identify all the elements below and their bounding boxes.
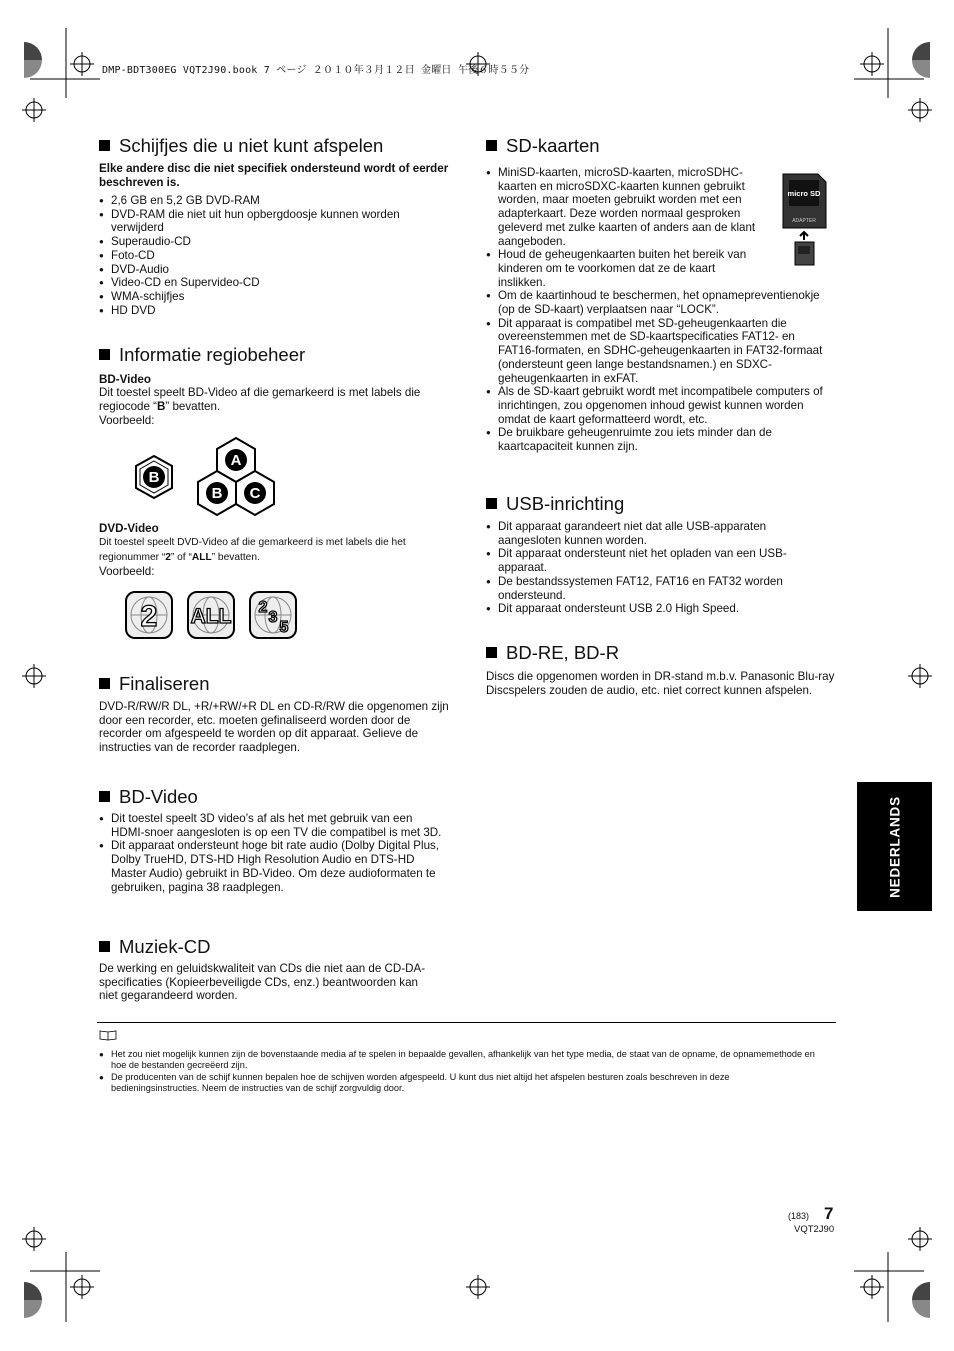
bd-logo-c: C (249, 485, 261, 502)
bd-logo-b: B (148, 469, 160, 486)
list-item: ● MiniSD-kaarten, microSD-kaarten, microSDHC-kaarten en microSDXC-kaarten kunnen gebruikt worden, maar moeten gebruikt worden met een adapterkaart. Deze worden normaal gesproken geleverd met zulke kaarten of anders aan de klant aangeboden. (486, 166, 764, 248)
dvd-video-label: DVD-Video (99, 522, 159, 535)
finalize-text: DVD-R/RW/R DL, +R/+RW/+R DL en CD-R/RW die opgenomen zijn door een recorder, etc. moeten gefinaliseerd worden door de recorder om afgespeeld te worden op dit apparaat. Gelieve de instructies van de recorder raadplegen. (99, 700, 449, 755)
bd-logo-b2: B (211, 485, 223, 502)
language-side-tab-label: NEDERLANDS (887, 795, 902, 898)
list-item: ● De bruikbare geheugenruimte zou iets minder dan de kaartcapaciteit kunnen zijn. (486, 426, 834, 453)
bd-logo-a: A (230, 452, 242, 469)
sd-cards-list (486, 166, 834, 454)
list-item: ● Dit apparaat garandeert niet dat alle USB-apparaten aangesloten kunnen worden. (486, 520, 816, 547)
list-item: ● HD DVD (99, 304, 449, 318)
dvd-logo-multi-3: 3 (268, 609, 278, 626)
footnote-item: ● Het zou niet mogelijk kunnen zijn de bovenstaande media af te spelen in bepaalde gevallen, afhankelijk van het type media, de staat van de opname, de opnamemethode en hoe de bestanden gecreëerd zijn. (99, 1049, 819, 1072)
list-item: ● De bestandssystemen FAT12, FAT16 en FAT32 worden ondersteund. (486, 575, 816, 602)
section-heading-usb: USB-inrichting (486, 493, 624, 515)
list-item: ● Superaudio-CD (99, 235, 449, 249)
section-heading-region: Informatie regiobeheer (99, 344, 305, 366)
page-number: 7 (824, 1204, 834, 1223)
bd-video-label: BD-Video (99, 373, 151, 386)
list-item: ● Om de kaartinhoud te beschermen, het opnamepreventienokje (op de SD-kaart) verplaatsen naar “LOCK”. (486, 289, 834, 316)
page-code: VQT2J90 (794, 1224, 835, 1235)
unplayable-intro: Elke andere disc die niet specifiek ondersteund wordt of eerder beschreven is. (99, 162, 449, 189)
list-item: ● Dit apparaat ondersteunt hoge bit rate audio (Dolby Digital Plus, Dolby TrueHD, DTS-HD High Resolution Audio en DTS-HD Master Audio) gebruikt in BD-Video. Om deze audioformaten te gebruiken, pagina 38 raadplegen. (99, 839, 449, 894)
dvd-video-region-text: Dit toestel speelt DVD-Video af die gemarkeerd is met labels die het regionummer “2” of “ALL” bevatten. (99, 537, 406, 563)
section-heading-bd-video: BD-Video (99, 786, 198, 808)
section-heading-unplayable-discs: Schijfjes die u niet kunt afspelen (99, 135, 383, 157)
list-item: ● 2,6 GB en 5,2 GB DVD-RAM (99, 194, 449, 208)
bd-re-text: Discs die opgenomen worden in DR-stand m.b.v. Panasonic Blu-ray Discspelers zouden de audio, etc. niet correct kunnen afspelen. (486, 670, 835, 697)
microsd-card-label: micro SD (787, 189, 821, 198)
list-item: ● Dit toestel speelt 3D video’s af als het met gebruik van een HDMI-snoer aangesloten is op een TV die compatibel is met 3D. (99, 812, 449, 839)
footnote-item: ● De producenten van de schijf kunnen bepalen hoe de schijven worden afgespeeld. U kunt dus niet altijd het afspelen besturen zoals beschreven in deze bedieningsinstructies. Neem de instructies van de schijf zorgvuldig door. (99, 1072, 819, 1095)
music-cd-text: De werking en geluidskwaliteit van CDs die niet aan de CD-DA-specificaties (Kopieerbeveiligde CDs, enz.) beantwoorden kan niet gegarandeerd worden. (99, 962, 426, 1003)
dvd-region-logos (124, 590, 300, 640)
unplayable-list (99, 194, 449, 317)
dvd-logo-multi-2: 2 (258, 599, 268, 616)
dvd-logo-multi-5: 5 (279, 619, 289, 636)
list-item: ● Dit apparaat is compatibel met SD-geheugenkaarten die overeenstemmen met de SD-kaartspecificaties FAT12- en FAT16-formaten, en SDHC-geheugenkaarten in FAT32-formaat (ondersteunt geen lange bestandsnamen.) en SDXC-geheugenkaarten in exFAT. (486, 317, 834, 386)
section-heading-finalize: Finaliseren (99, 673, 210, 695)
bd-video-list (99, 812, 449, 894)
bd-video-region-text: Dit toestel speelt BD-Video af die gemarkeerd is met labels die regiocode “B” bevatten. (99, 386, 421, 413)
page-sub-number: (183) (788, 1211, 810, 1221)
list-item: ● Video-CD en Supervideo-CD (99, 276, 449, 290)
usb-list (486, 520, 816, 616)
bd-example-label: Voorbeeld: (99, 414, 155, 427)
dvd-logo-2: 2 (140, 600, 158, 633)
list-item: ● Als de SD-kaart gebruikt wordt met incompatibele computers of inrichtingen, zou opgenomen inhoud gewist kunnen worden omdat de kaart geformatteerd wordt, etc. (486, 385, 834, 426)
print-header-line: DMP-BDT300EG VQT2J90.book 7 ページ ２０１０年３月１２日 金曜日 午後６時５５分 (102, 65, 530, 76)
list-item: ● Dit apparaat ondersteunt niet het opladen van een USB-apparaat. (486, 547, 816, 574)
dvd-example-label: Voorbeeld: (99, 565, 155, 578)
section-heading-bd-re: BD-RE, BD-R (486, 642, 619, 664)
list-item: ● Dit apparaat ondersteunt USB 2.0 High Speed. (486, 602, 816, 616)
list-item: ● Foto-CD (99, 249, 449, 263)
bd-region-logos (128, 436, 280, 518)
language-side-tab (857, 782, 932, 911)
list-item: ● DVD-Audio (99, 263, 449, 277)
dvd-logo-all: ALL (190, 605, 232, 628)
list-item: ● Houd de geheugenkaarten buiten het bereik van kinderen om te voorkomen dat ze de kaart inslikken. (486, 248, 764, 289)
list-item: ● DVD-RAM die niet uit hun opbergdoosje kunnen worden verwijderd (99, 208, 449, 235)
footnote-list (99, 1049, 819, 1094)
section-heading-music-cd: Muziek-CD (99, 936, 210, 958)
adapter-label: ADAPTER (792, 218, 816, 224)
section-heading-sd-cards: SD-kaarten (486, 135, 600, 157)
list-item: ● WMA-schijfjes (99, 290, 449, 304)
